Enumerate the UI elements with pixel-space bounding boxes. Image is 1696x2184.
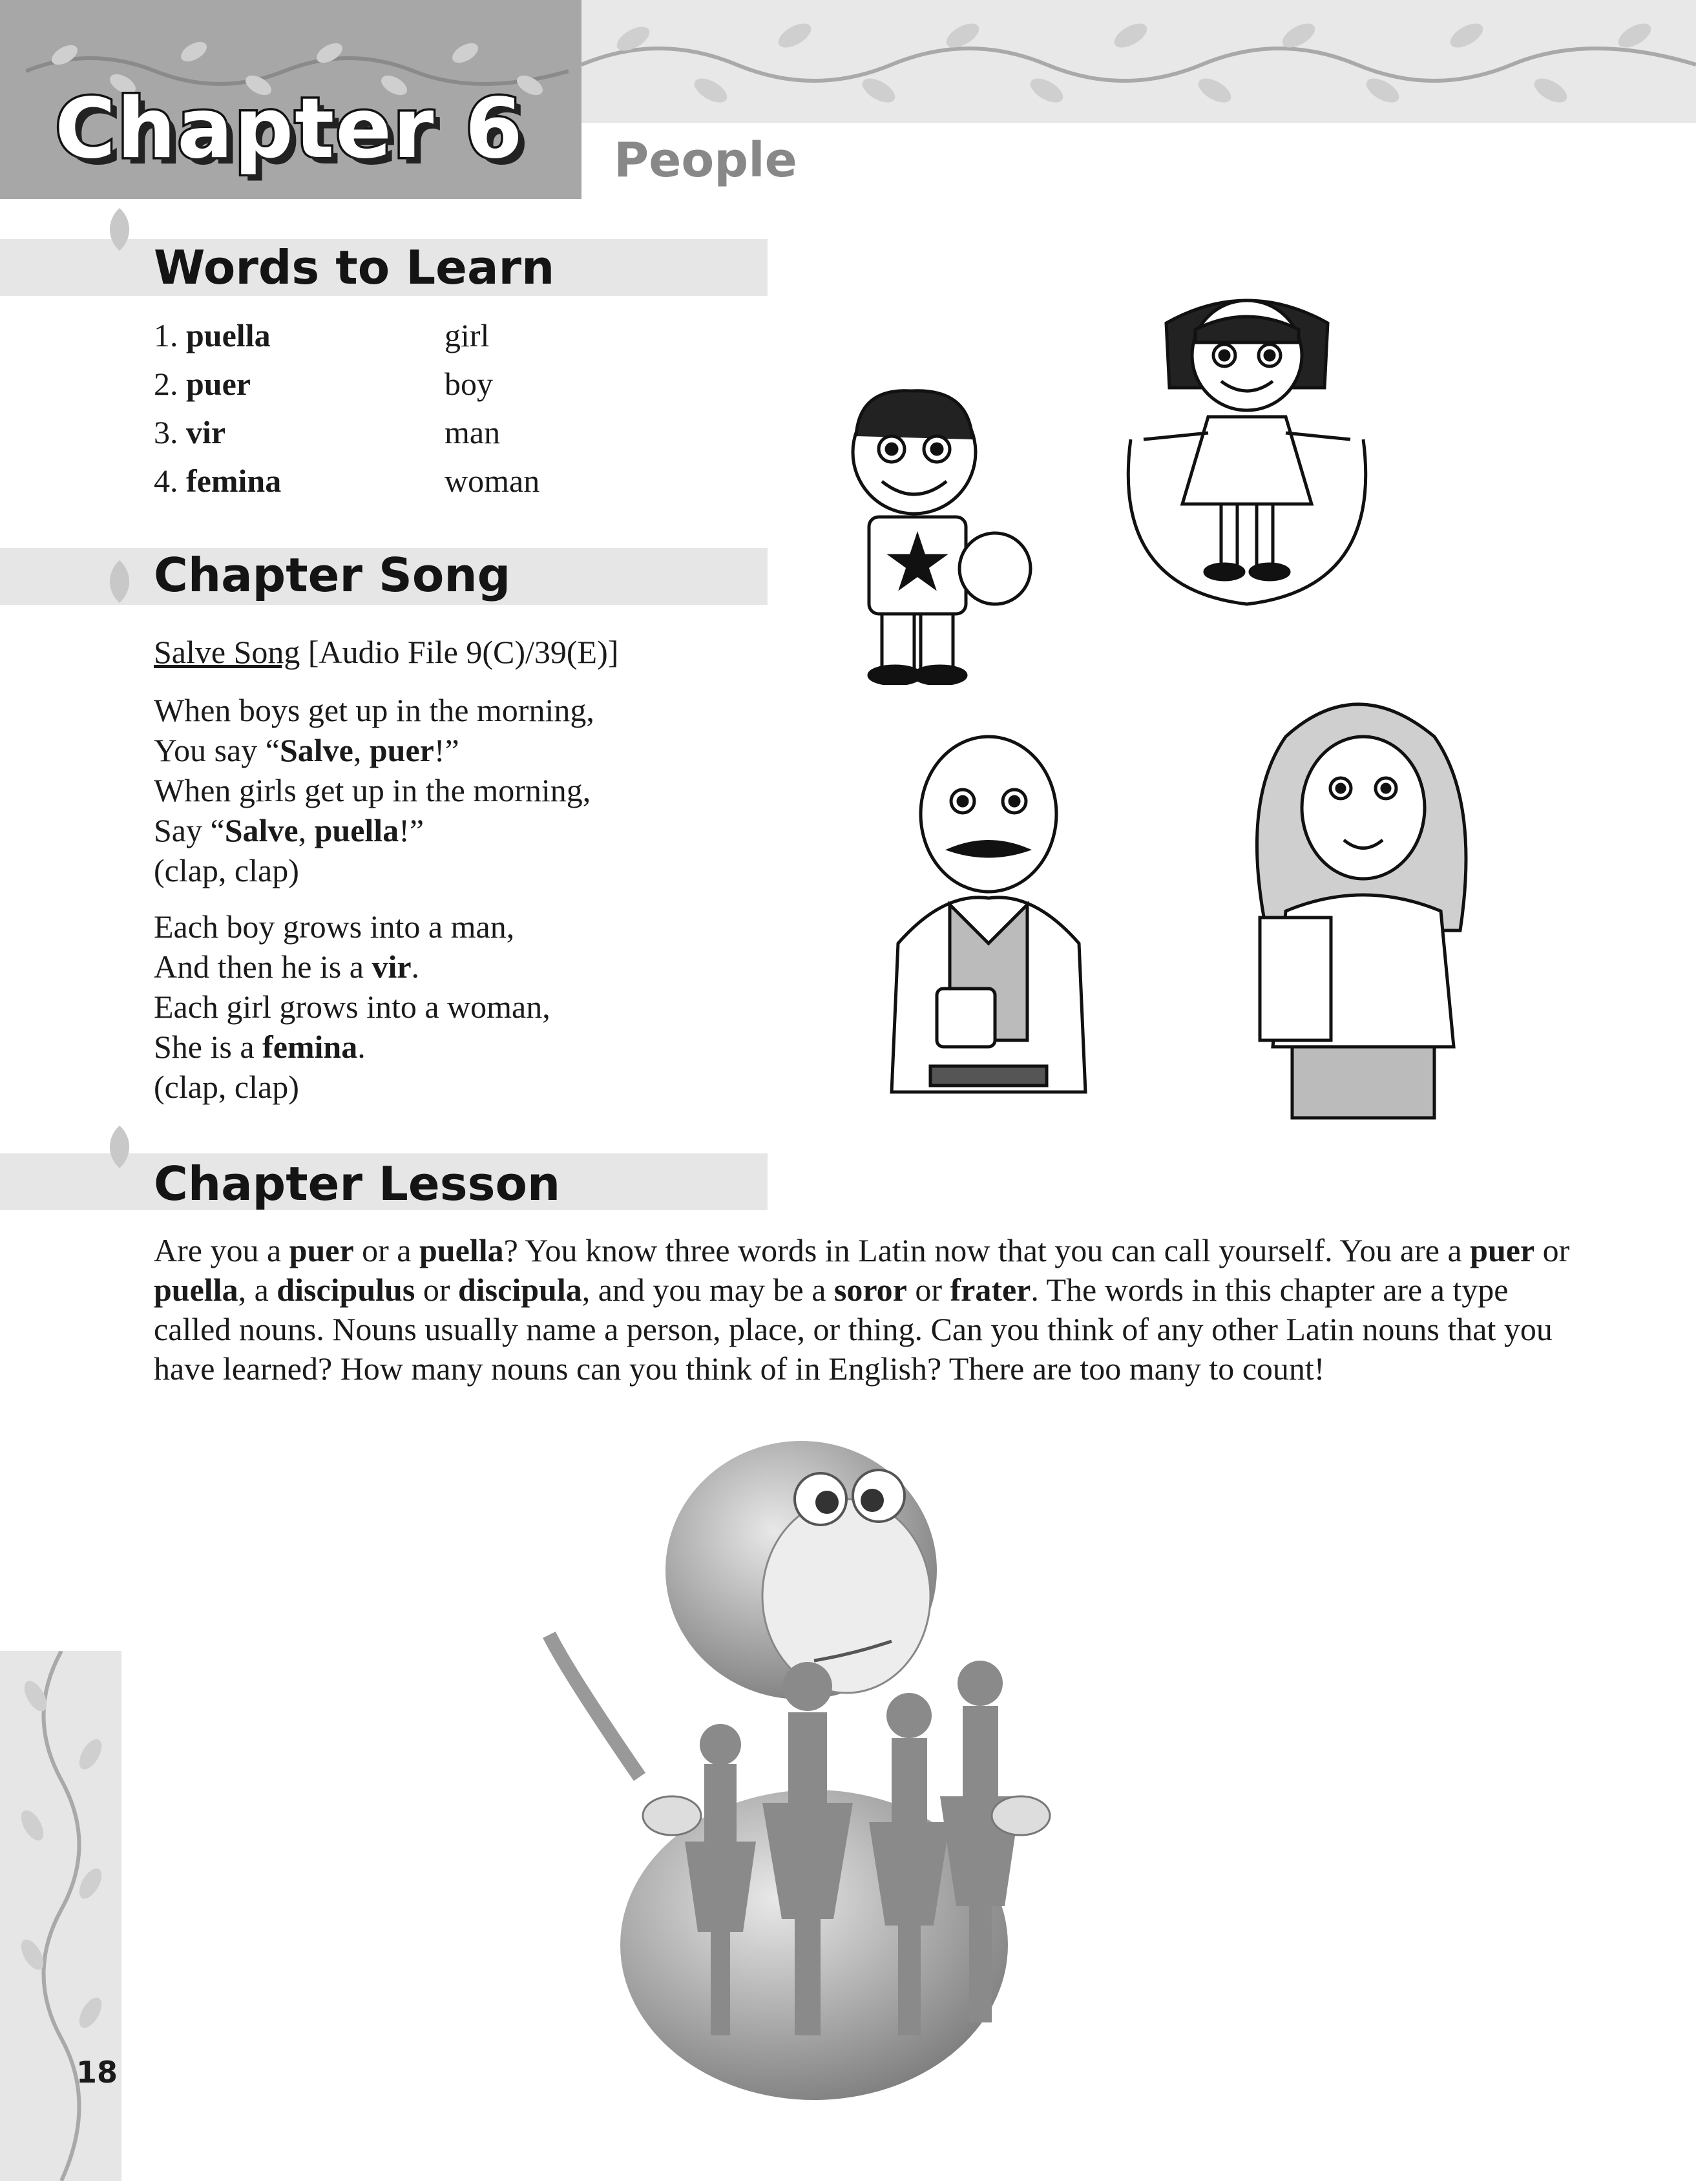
vocab-item — [154, 462, 281, 499]
lesson-text: , a — [238, 1272, 277, 1308]
girl-illustration — [1098, 284, 1396, 627]
man-illustration — [853, 730, 1131, 1105]
vocab-latin: puella — [186, 317, 271, 353]
song-line: Each boy grows into a man, — [154, 908, 515, 945]
vocab-number: 4. — [154, 463, 178, 499]
vine-banner-top — [581, 0, 1696, 123]
song-line: You say “Salve, puer!” — [154, 732, 459, 768]
vocab-item — [154, 317, 271, 354]
vocab-english: boy — [445, 366, 493, 402]
lesson-paragraph — [154, 1231, 1575, 1389]
lesson-text: , and you may be a — [581, 1272, 834, 1308]
leaf-icon — [103, 1124, 136, 1170]
lesson-keyword: discipulus — [277, 1272, 415, 1308]
lesson-text: or a — [353, 1232, 419, 1268]
lesson-text: . The words in this chapter are a type called nouns. Nouns usually name a person, place, or thing. Can you think of any other Latin nouns that you have learned? How many nouns can you think of in English? There are too many to count! — [154, 1272, 1553, 1387]
lesson-keyword: puer — [1470, 1232, 1535, 1268]
vocab-latin: puer — [186, 366, 251, 402]
song-line: When boys get up in the morning, — [154, 692, 594, 728]
vocab-item — [154, 414, 225, 451]
song-line: She is a femina. — [154, 1029, 366, 1065]
lesson-text: or — [1534, 1232, 1570, 1268]
chapter-title: Chapter 6 — [55, 81, 524, 177]
lesson-keyword: puer — [289, 1232, 354, 1268]
monkey-paper-dolls-illustration — [543, 1428, 1124, 2139]
song-line: (clap, clap) — [154, 852, 299, 888]
woman-illustration — [1228, 685, 1499, 1124]
song-title-line — [154, 633, 618, 671]
words-to-learn-heading: Words to Learn — [154, 240, 555, 295]
lesson-keyword: discipula — [457, 1272, 582, 1308]
chapter-song-heading: Chapter Song — [154, 548, 511, 602]
lesson-text: or — [906, 1272, 950, 1308]
lesson-keyword: puella — [419, 1232, 504, 1268]
song-line: Each girl grows into a woman, — [154, 989, 550, 1025]
vocab-number: 3. — [154, 414, 178, 450]
lesson-keyword: puella — [154, 1272, 238, 1308]
song-line: Say “Salve, puella!” — [154, 812, 424, 848]
vocab-number: 2. — [154, 366, 178, 402]
lesson-text: ? You know three words in Latin now that you can call yourself. You are a — [503, 1232, 1471, 1268]
page-number: 18 — [76, 2055, 118, 2090]
song-title: Salve Song — [154, 634, 300, 670]
lesson-text: or — [415, 1272, 458, 1308]
vocab-english: woman — [445, 463, 540, 499]
chapter-subtitle: People — [614, 132, 797, 188]
lesson-keyword: soror — [833, 1272, 907, 1308]
vine-banner-side — [0, 1651, 121, 2181]
chapter-lesson-heading: Chapter Lesson — [154, 1157, 561, 1211]
lesson-keyword: frater — [950, 1272, 1031, 1308]
song-line: (clap, clap) — [154, 1069, 299, 1105]
boy-illustration — [821, 375, 1047, 685]
vocab-latin: vir — [186, 414, 226, 450]
leaf-icon — [103, 207, 136, 252]
vocab-item — [154, 365, 251, 403]
lesson-text: Are you a — [154, 1232, 289, 1268]
song-line: When girls get up in the morning, — [154, 772, 591, 808]
song-line: And then he is a vir. — [154, 949, 420, 985]
vocab-number: 1. — [154, 317, 178, 353]
leaf-icon — [103, 559, 136, 604]
vocab-english: man — [445, 414, 501, 450]
vocab-latin: femina — [186, 463, 282, 499]
audio-reference: [Audio File 9(C)/39(E)] — [308, 634, 619, 670]
vocab-english: girl — [445, 317, 490, 353]
